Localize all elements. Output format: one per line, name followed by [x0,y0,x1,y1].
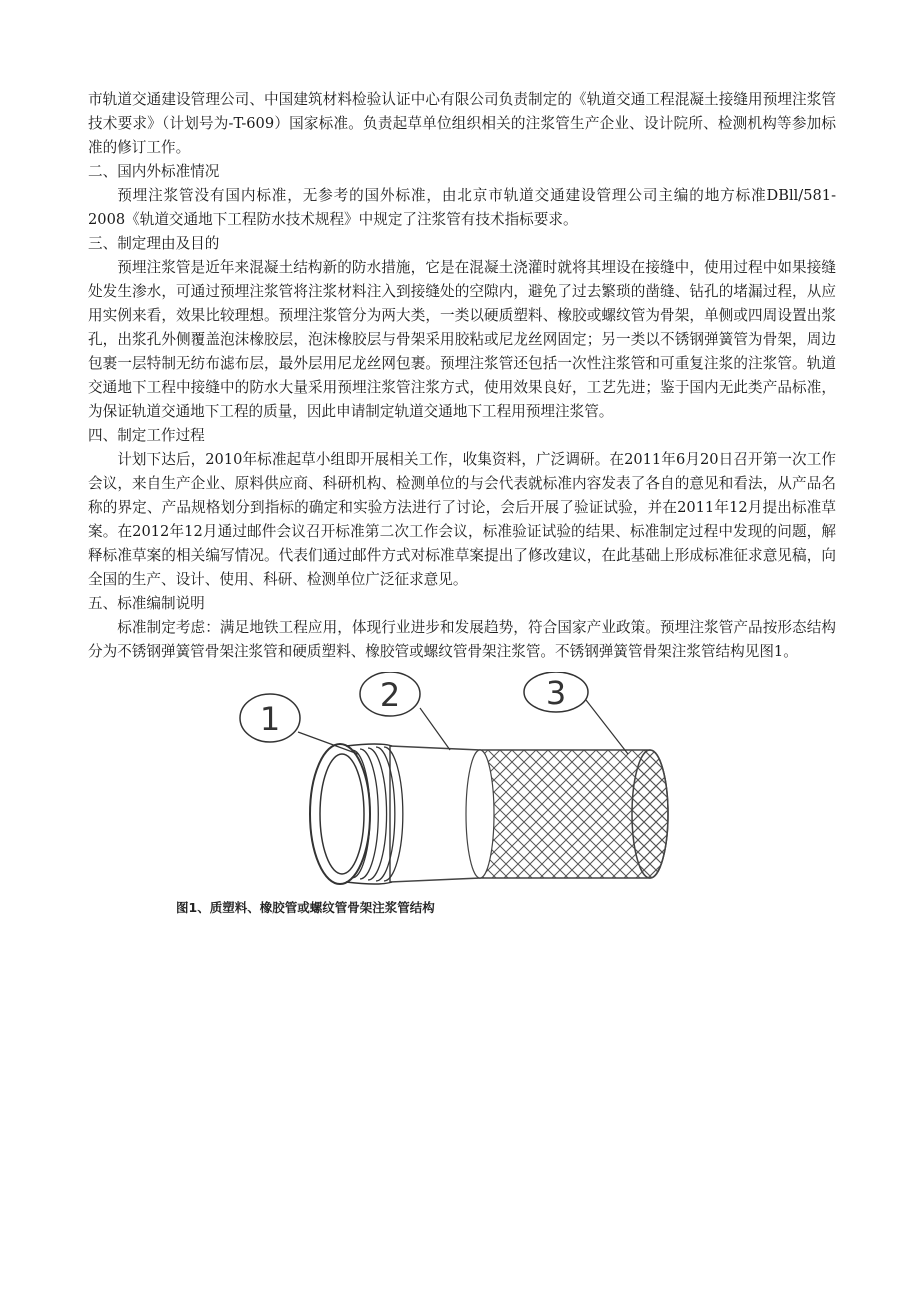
figure-1 [88,672,836,922]
callout-3-label: 3 [545,674,567,712]
section-3-paragraph: 预埋注浆管是近年来混凝土结构新的防水措施，它是在混凝土浇灌时就将其埋设在接缝中，使用过程中如果接缝处发生渗水，可通过预埋注浆管将注浆材料注入到接缝处的空隙内，避免了过去繁琐的凿缝、钻孔的堵漏过程，从应用实例来看，效果比较理想。预埋注浆管分为两大类，一类以硬质塑料、橡胶或螺纹管为骨架，单侧或四周设置出浆孔，出浆孔外侧覆盖泡沫橡胶层，泡沫橡胶层与骨架采用胶粘或尼龙丝网固定；另一类以不锈钢弹簧管为骨架，周边包裹一层特制无纺布滤布层，最外层用尼龙丝网包裹。预埋注浆管还包括一次性注浆管和可重复注浆的注浆管。轨道交通地下工程中接缝中的防水大量采用预埋注浆管注浆方式，使用效果良好，工艺先进；鉴于国内无此类产品标准，为保证轨道交通地下工程的质量，因此申请制定轨道交通地下工程用预埋注浆管。 [88,259,836,420]
figure-caption: 图1、质塑料、橡胶管或螺纹管骨架注浆管结构 [176,900,435,915]
spring-skeleton [310,744,403,884]
document-body [88,88,836,922]
filter-cloth-layer [390,746,494,882]
section-5-heading: 五、标准编制说明 [88,595,205,612]
callout-3 [524,672,588,712]
section-4-heading: 四、制定工作过程 [88,427,205,444]
callout-2 [360,672,420,716]
section-2-heading: 二、国内外标准情况 [88,163,220,180]
pipe-structure-diagram [230,672,690,894]
callout-2-label: 2 [379,676,401,714]
section-5-paragraph: 标准制定考虑：满足地铁工程应用，体现行业进步和发展趋势，符合国家产业政策。预埋注浆管产品按形态结构分为不锈钢弹簧管骨架注浆管和硬质塑料、橡胶管或螺纹管骨架注浆管。不锈钢弹簧管骨架注浆管结构见图1。 [88,619,836,660]
section-2-paragraph: 预埋注浆管没有国内标准，无参考的国外标准，由北京市轨道交通建设管理公司主编的地方标准DBll/581-2008《轨道交通地下工程防水技术规程》中规定了注浆管有技术指标要求。 [88,187,836,228]
callout-1-label: 1 [259,700,281,738]
section-4-paragraph: 计划下达后，2010年标准起草小组即开展相关工作，收集资料，广泛调研。在2011年6月20日召开第一次工作会议，来自生产企业、原料供应商、科研机构、检测单位的与会代表就标准内容发表了各自的意见和看法，从产品名称的界定、产品规格划分到指标的确定和实验方法进行了讨论，会后开展了验证试验，并在2011年12月提出标准草案。在2012年12月通过邮件会议召开标准第二次工作会议，标准验证试验的结果、标准制定过程中发现的问题，解释标准草案的相关编写情况。代表们通过邮件方式对标准草案提出了修改建议，在此基础上形成标准征求意见稿，向全国的生产、设计、使用、科研、检测单位广泛征求意见。 [88,451,836,588]
callout-1 [240,694,300,742]
intro-paragraph: 市轨道交通建设管理公司、中国建筑材料检验认证中心有限公司负责制定的《轨道交通工程混凝土接缝用预埋注浆管技术要求》（计划号为-T-609）国家标准。负责起草单位组织相关的注浆管生产企业、设计院所、检测机构等参加标准的修订工作。 [88,91,836,156]
section-3-heading: 三、制定理由及目的 [88,235,220,252]
mesh-layer [480,750,668,878]
